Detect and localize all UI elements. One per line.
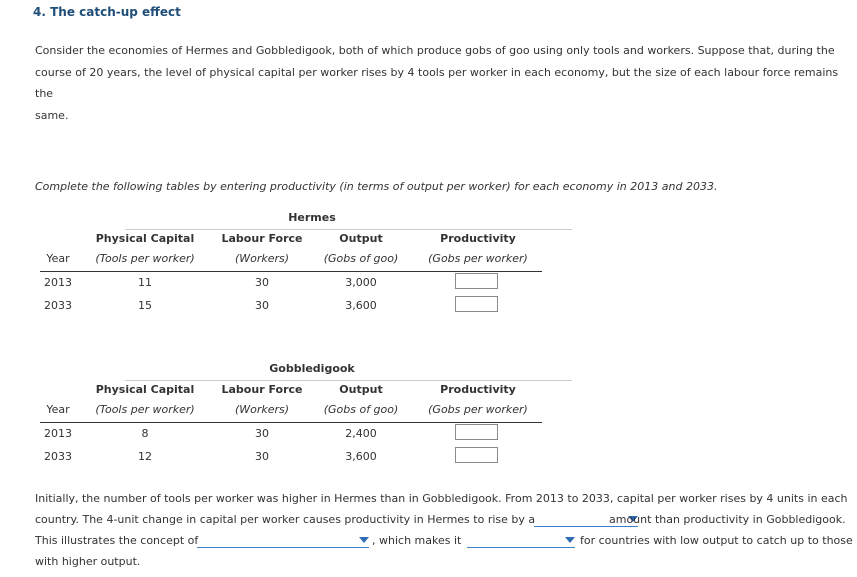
- gobbledigook-table: [40, 362, 542, 482]
- conclusion-line: Initially, the number of tools per worker was higher in Hermes than in Gobbledigook. From 2013 to 2033, capital per worker rises by 4 units in each: [35, 492, 848, 505]
- gobbledigook-2033-productivity-input[interactable]: [455, 447, 498, 463]
- intro-line: same.: [35, 108, 69, 122]
- header-underline: [40, 271, 542, 272]
- chevron-down-icon: [359, 537, 369, 543]
- question-heading: 4. The catch-up effect: [33, 5, 181, 19]
- header-productivity: Productivity: [440, 232, 516, 245]
- hermes-2033-productivity-input[interactable]: [455, 296, 498, 312]
- header-output: Output: [339, 232, 383, 245]
- conclusion-line: amount than productivity in Gobbledigook.: [609, 513, 846, 526]
- header-capital-unit: (Tools per worker): [95, 403, 195, 416]
- intro-line: Consider the economies of Hermes and Gobbledigook, both of which produce gobs of goo using only tools and workers. Suppose that, during the: [35, 44, 835, 57]
- row-year: 2013: [44, 276, 72, 289]
- hermes-table: [40, 211, 542, 331]
- conclusion-line: country. The 4-unit change in capital per worker causes productivity in Hermes to rise by a: [35, 513, 536, 526]
- row-year: 2033: [44, 299, 72, 312]
- capital-value: 12: [138, 450, 152, 463]
- header-capital-unit: (Tools per worker): [95, 252, 195, 265]
- capital-value: 15: [138, 299, 152, 312]
- header-divider: [125, 229, 572, 230]
- header-productivity: Productivity: [440, 383, 516, 396]
- header-year: Year: [46, 403, 70, 416]
- header-year: Year: [46, 252, 70, 265]
- instructions: Complete the following tables by entering productivity (in terms of output per worker) for each economy in 2013 and 2033.: [35, 180, 718, 193]
- header-output-unit: (Gobs of goo): [323, 252, 399, 265]
- header-labour-unit: (Workers): [234, 403, 290, 416]
- header-output: Output: [339, 383, 383, 396]
- output-value: 3,600: [345, 450, 377, 463]
- header-labour: Labour Force: [221, 232, 303, 245]
- header-productivity-unit: (Gobs per worker): [428, 252, 528, 265]
- hermes-2013-productivity-input[interactable]: [455, 273, 498, 289]
- labour-value: 30: [255, 299, 269, 312]
- capital-value: 11: [138, 276, 152, 289]
- header-labour-unit: (Workers): [234, 252, 290, 265]
- labour-value: 30: [255, 450, 269, 463]
- header-labour: Labour Force: [221, 383, 303, 396]
- header-capital: Physical Capital: [95, 383, 195, 396]
- conclusion-line: , which makes it: [372, 534, 462, 547]
- header-capital: Physical Capital: [95, 232, 195, 245]
- row-year: 2033: [44, 450, 72, 463]
- header-productivity-unit: (Gobs per worker): [428, 403, 528, 416]
- output-value: 2,400: [345, 427, 377, 440]
- capital-value: 8: [141, 427, 149, 440]
- output-value: 3,000: [345, 276, 377, 289]
- table-title: Gobbledigook: [269, 362, 355, 375]
- conclusion-line: with higher output.: [35, 555, 141, 568]
- intro-paragraph: [35, 40, 850, 126]
- chevron-down-icon: [565, 537, 575, 543]
- row-year: 2013: [44, 427, 72, 440]
- header-underline: [40, 422, 542, 423]
- ease-dropdown[interactable]: [467, 534, 575, 548]
- labour-value: 30: [255, 276, 269, 289]
- gobbledigook-2013-productivity-input[interactable]: [455, 424, 498, 440]
- conclusion-line: for countries with low output to catch up to those: [580, 534, 853, 547]
- conclusion-line: This illustrates the concept of: [35, 534, 199, 547]
- output-value: 3,600: [345, 299, 377, 312]
- header-divider: [125, 380, 572, 381]
- table-title: Hermes: [288, 211, 336, 224]
- concept-dropdown[interactable]: [197, 534, 369, 548]
- header-output-unit: (Gobs of goo): [323, 403, 399, 416]
- labour-value: 30: [255, 427, 269, 440]
- intro-line: course of 20 years, the level of physical capital per worker rises by 4 tools per worker in each economy, but the size of each labour force remains the: [35, 65, 839, 100]
